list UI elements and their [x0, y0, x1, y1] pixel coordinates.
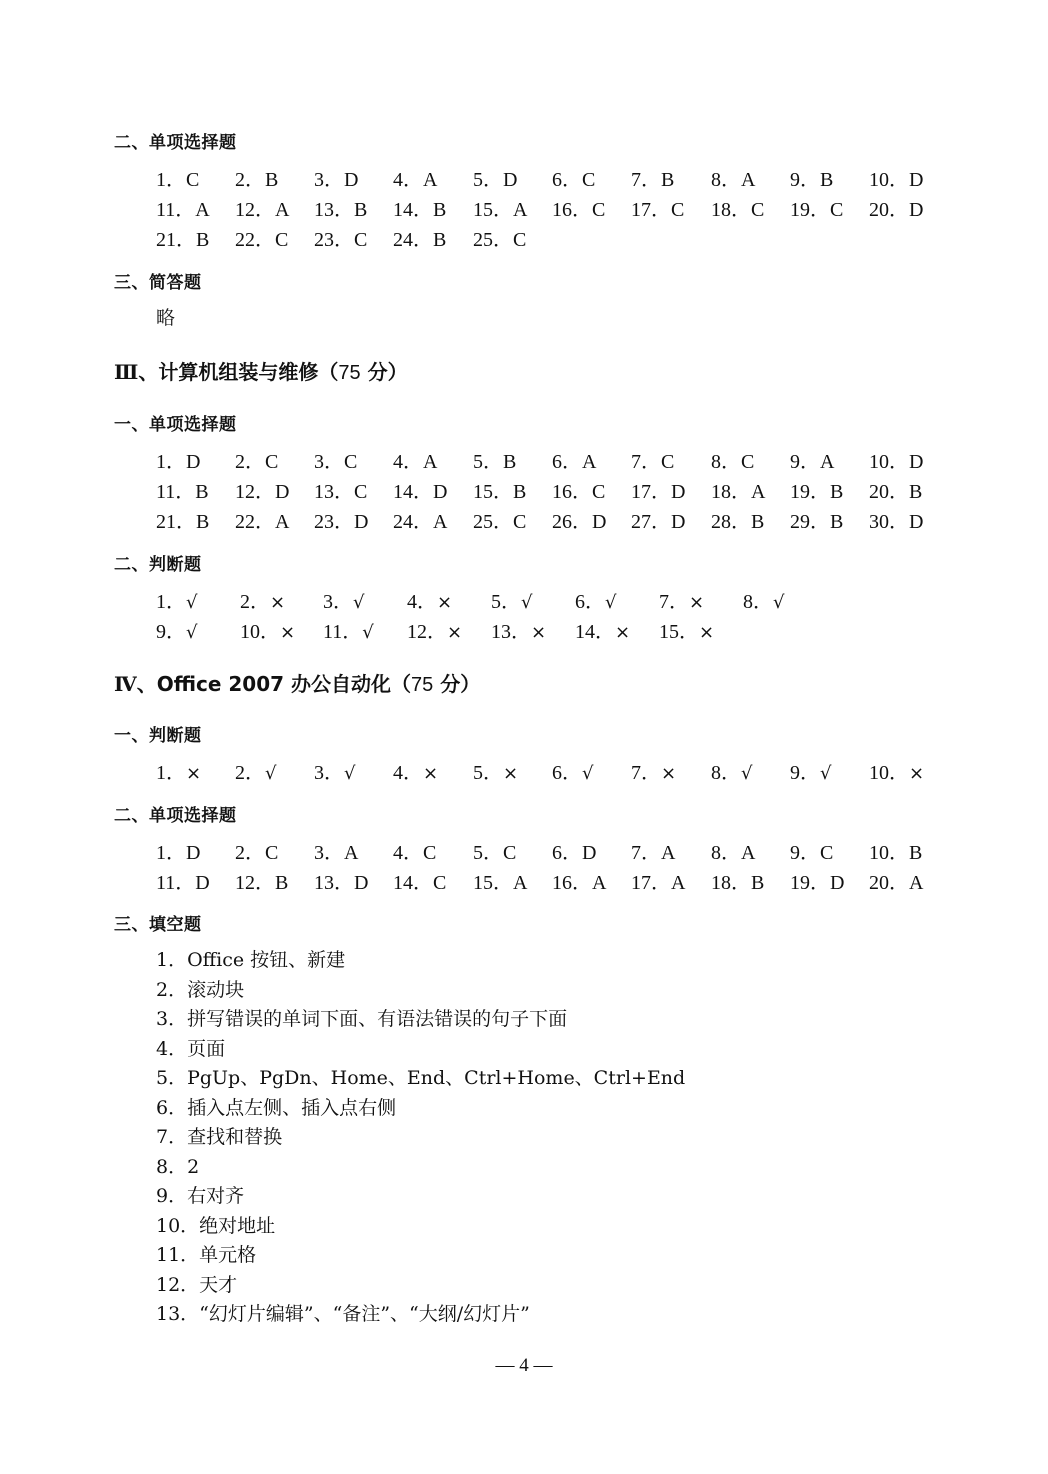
- answer-item: 14．D: [393, 481, 448, 503]
- answer-item: 3．A: [314, 842, 359, 864]
- answer-item: [393, 756, 438, 785]
- answer-item: 10．B: [869, 842, 923, 864]
- check-mark-icon: √: [186, 622, 198, 643]
- answer-item: [659, 585, 704, 614]
- answer-item: 8．A: [711, 842, 756, 864]
- answer-item: 13．C: [314, 481, 368, 503]
- score-unit: 分: [367, 360, 388, 384]
- check-mark-icon: √: [186, 592, 198, 613]
- answer-item: [323, 585, 364, 614]
- answer-item: 22．C: [235, 229, 289, 251]
- answer-item: 3．D: [314, 169, 359, 191]
- question-number: 3．: [323, 591, 353, 613]
- fill-blank-item: 3．拼写错误的单词下面、有语法错误的句子下面: [156, 1008, 568, 1030]
- question-number: 13．: [491, 621, 531, 643]
- answer-item: [631, 756, 676, 785]
- score-open: （: [318, 360, 339, 384]
- cross-mark-icon: ×: [615, 622, 631, 643]
- fill-blank-item: 1．Office 按钮、新建: [156, 949, 346, 971]
- answer-item: 16．C: [552, 481, 606, 503]
- answer-item: 7．B: [631, 169, 675, 191]
- answer-item: 19．C: [790, 199, 844, 221]
- answer-item: 11．D: [156, 872, 210, 894]
- answer-item: 13．B: [314, 199, 368, 221]
- answer-item: [156, 585, 197, 614]
- answer-item: 3．C: [314, 451, 358, 473]
- answer-item: 13．D: [314, 872, 369, 894]
- answer-item: 19．D: [790, 872, 845, 894]
- section-heading-fill-blank: 三、填空题: [114, 915, 202, 935]
- answer-item: 11．A: [156, 199, 210, 221]
- answer-item: 5．D: [473, 169, 518, 191]
- question-number: 7．: [631, 762, 661, 784]
- answer-item: 14．C: [393, 872, 447, 894]
- check-mark-icon: √: [353, 592, 365, 613]
- answer-item: [407, 585, 452, 614]
- cross-mark-icon: ×: [503, 763, 519, 784]
- question-number: 1．: [156, 591, 186, 613]
- section-heading-true-false: 二、判断题: [114, 555, 202, 575]
- section-heading-short-answer: 三、简答题: [114, 273, 202, 293]
- answer-item: 27．D: [631, 511, 686, 533]
- check-mark-icon: √: [582, 763, 594, 784]
- check-mark-icon: √: [605, 592, 617, 613]
- question-number: 4．: [407, 591, 437, 613]
- answer-item: 6．C: [552, 169, 596, 191]
- answer-item: 16．C: [552, 199, 606, 221]
- answer-item: [407, 615, 462, 644]
- check-mark-icon: √: [362, 622, 374, 643]
- answer-item: 18．A: [711, 481, 766, 503]
- check-mark-icon: √: [773, 592, 785, 613]
- fill-blank-item: 10．绝对地址: [156, 1214, 276, 1237]
- answer-item: 26．D: [552, 511, 607, 533]
- check-mark-icon: √: [344, 763, 356, 784]
- fill-blank-item: 13．“幻灯片编辑”、“备注”、“大纲/幻灯片”: [156, 1303, 530, 1325]
- fill-blank-item: 8．2: [156, 1155, 200, 1178]
- question-number: 14．: [575, 621, 615, 643]
- question-number: 1．: [156, 762, 186, 784]
- cross-mark-icon: ×: [186, 763, 202, 784]
- answer-item: 17．D: [631, 481, 686, 503]
- fill-blank-item: 6．插入点左侧、插入点右侧: [156, 1096, 397, 1119]
- page-number: — 4 —: [495, 1355, 553, 1376]
- answer-item: [240, 615, 295, 644]
- check-mark-icon: √: [820, 763, 832, 784]
- answer-item: 5．C: [473, 842, 517, 864]
- section-heading-single-choice: 二、单项选择题: [114, 133, 237, 153]
- answer-item: 4．C: [393, 842, 437, 864]
- question-number: 2．: [235, 762, 265, 784]
- answer-item: 30．D: [869, 511, 924, 533]
- question-number: 9．: [790, 762, 820, 784]
- question-number: 4．: [393, 762, 423, 784]
- part-score: 75: [338, 362, 361, 384]
- answer-item: 15．B: [473, 481, 527, 503]
- question-number: 11．: [323, 621, 363, 643]
- answer-item: 6．A: [552, 451, 597, 473]
- answer-item: 12．B: [235, 872, 289, 894]
- score-open: （: [391, 672, 412, 696]
- question-number: 6．: [552, 762, 582, 784]
- fill-blank-item: 11．单元格: [156, 1244, 257, 1266]
- answer-item: 19．B: [790, 481, 844, 503]
- score-close: ）: [460, 672, 481, 696]
- score-close: ）: [387, 360, 408, 384]
- cross-mark-icon: ×: [531, 622, 547, 643]
- part-title-computer-assembly: [114, 356, 408, 385]
- answer-item: 9．A: [790, 451, 835, 473]
- answer-item: 12．A: [235, 199, 290, 221]
- fill-blank-item: 7．查找和替换: [156, 1126, 283, 1148]
- check-mark-icon: √: [741, 763, 753, 784]
- answer-item: 29．B: [790, 511, 844, 533]
- question-number: 9．: [156, 621, 186, 643]
- answer-item: 7．C: [631, 451, 675, 473]
- cross-mark-icon: ×: [909, 763, 925, 784]
- question-number: 5．: [491, 591, 521, 613]
- answer-item: 17．C: [631, 199, 685, 221]
- fill-blank-item: 2．滚动块: [156, 978, 245, 1001]
- question-number: 8．: [743, 591, 773, 613]
- answer-item: 28．B: [711, 511, 765, 533]
- answer-item: 23．C: [314, 229, 368, 251]
- answer-item: 18．B: [711, 872, 765, 894]
- part-title-office-automation: [114, 668, 480, 697]
- answer-item: 8．A: [711, 169, 756, 191]
- part-roman-numeral: Ⅳ: [114, 672, 137, 696]
- answer-item: 17．A: [631, 872, 686, 894]
- answer-item: 2．C: [235, 842, 279, 864]
- answer-item: 7．A: [631, 842, 676, 864]
- cross-mark-icon: ×: [270, 592, 286, 613]
- part-title-text: 、计算机组装与维修: [138, 360, 319, 384]
- question-number: 10．: [869, 762, 909, 784]
- answer-item: 4．A: [393, 169, 438, 191]
- cross-mark-icon: ×: [280, 622, 296, 643]
- question-number: 8．: [711, 762, 741, 784]
- answer-item: [156, 615, 197, 644]
- part-score: 75: [411, 674, 434, 696]
- fill-blank-item: 12．天才: [156, 1273, 238, 1296]
- answer-item: 25．C: [473, 229, 527, 251]
- answer-item: 16．A: [552, 872, 607, 894]
- section-heading-true-false: 一、判断题: [114, 726, 202, 746]
- check-mark-icon: √: [521, 592, 533, 613]
- answer-item: 15．A: [473, 872, 528, 894]
- answer-item: 2．C: [235, 451, 279, 473]
- answer-item: [491, 585, 532, 614]
- answer-item: 4．A: [393, 451, 438, 473]
- answer-item: [491, 615, 546, 644]
- question-number: 2．: [240, 591, 270, 613]
- answer-item: 8．C: [711, 451, 755, 473]
- answer-item: [575, 585, 616, 614]
- answer-item: [473, 756, 518, 785]
- answer-item: [323, 615, 374, 644]
- question-number: 12．: [407, 621, 447, 643]
- answer-item: 15．A: [473, 199, 528, 221]
- fill-blank-item: 5．PgUp、PgDn、Home、End、Ctrl+Home、Ctrl+End: [156, 1067, 686, 1089]
- answer-item: 1．D: [156, 842, 201, 864]
- cross-mark-icon: ×: [437, 592, 453, 613]
- part-roman-numeral: Ⅲ: [114, 360, 139, 384]
- question-number: 6．: [575, 591, 605, 613]
- answer-item: [659, 615, 714, 644]
- answer-item: 1．C: [156, 169, 200, 191]
- answer-item: [743, 585, 784, 614]
- answer-item: 5．B: [473, 451, 517, 473]
- cross-mark-icon: ×: [661, 763, 677, 784]
- answer-item: 21．B: [156, 229, 210, 251]
- question-number: 15．: [659, 621, 699, 643]
- answer-item: [711, 756, 752, 785]
- fill-blank-item: 4．页面: [156, 1037, 226, 1060]
- answer-item: 9．C: [790, 842, 834, 864]
- answer-item: 9．B: [790, 169, 834, 191]
- cross-mark-icon: ×: [447, 622, 463, 643]
- answer-item: 1．D: [156, 451, 201, 473]
- answer-item: 23．D: [314, 511, 369, 533]
- answer-item: 11．B: [156, 481, 209, 503]
- cross-mark-icon: ×: [699, 622, 715, 643]
- answer-item: 2．B: [235, 169, 279, 191]
- answer-item: 6．D: [552, 842, 597, 864]
- answer-item: [235, 756, 276, 785]
- score-unit: 分: [440, 672, 461, 696]
- answer-item: 10．D: [869, 169, 924, 191]
- answer-item: 14．B: [393, 199, 447, 221]
- answer-item: 22．A: [235, 511, 290, 533]
- fill-blank-item: 9．右对齐: [156, 1185, 245, 1207]
- answer-item: [575, 615, 630, 644]
- question-number: 3．: [314, 762, 344, 784]
- answer-item: 20．B: [869, 481, 923, 503]
- cross-mark-icon: ×: [689, 592, 705, 613]
- answer-item: [790, 756, 831, 785]
- answer-item: 10．D: [869, 451, 924, 473]
- short-answer-text: 略: [156, 307, 176, 329]
- answer-item: 12．D: [235, 481, 290, 503]
- part-title-text: 、Office 2007 办公自动化: [136, 672, 392, 696]
- answer-item: [552, 756, 593, 785]
- question-number: 7．: [659, 591, 689, 613]
- section-heading-single-choice: 一、单项选择题: [114, 415, 237, 435]
- cross-mark-icon: ×: [423, 763, 439, 784]
- answer-item: 24．A: [393, 511, 448, 533]
- section-heading-single-choice: 二、单项选择题: [114, 806, 237, 826]
- answer-item: 21．B: [156, 511, 210, 533]
- answer-item: [869, 756, 924, 785]
- answer-item: 18．C: [711, 199, 765, 221]
- check-mark-icon: √: [265, 763, 277, 784]
- answer-item: 20．D: [869, 199, 924, 221]
- question-number: 5．: [473, 762, 503, 784]
- answer-item: 25．C: [473, 511, 527, 533]
- answer-item: 24．B: [393, 229, 447, 251]
- answer-item: 20．A: [869, 872, 924, 894]
- answer-item: [156, 756, 201, 785]
- answer-item: [314, 756, 355, 785]
- answer-item: [240, 585, 285, 614]
- question-number: 10．: [240, 621, 280, 643]
